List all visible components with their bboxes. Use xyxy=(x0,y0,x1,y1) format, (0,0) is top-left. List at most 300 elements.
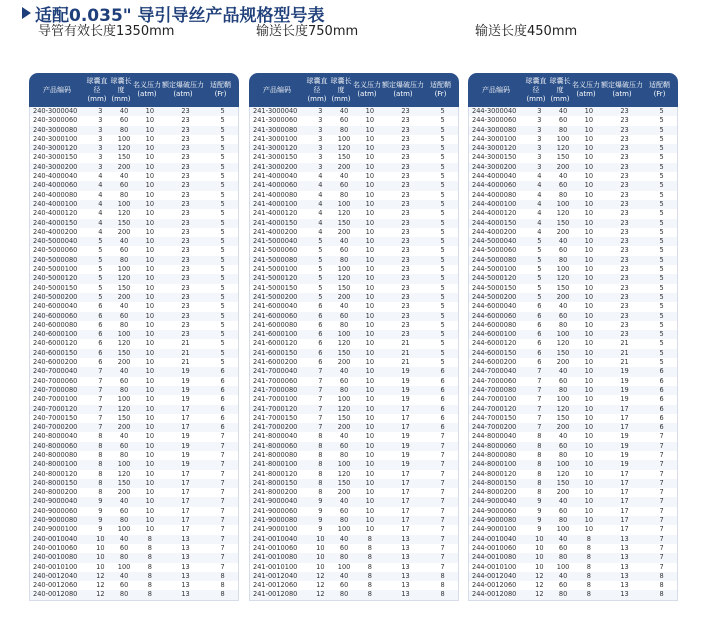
table-row xyxy=(30,302,238,311)
burst-pressure-cell: 19 xyxy=(181,432,190,441)
table-row xyxy=(469,470,677,479)
product-code-cell: 241-4000040 xyxy=(253,172,298,181)
burst-pressure-cell: 23 xyxy=(620,181,629,190)
sheath-size-cell: 5 xyxy=(659,302,664,311)
sheath-size-cell: 7 xyxy=(220,469,225,478)
nominal-pressure-cell: 10 xyxy=(145,320,155,329)
nominal-pressure-cell: 10 xyxy=(365,367,375,376)
nominal-pressure-cell: 10 xyxy=(365,525,375,534)
burst-pressure-cell: 19 xyxy=(401,460,410,469)
nominal-pressure-cell: 10 xyxy=(365,516,375,525)
burst-pressure-cell: 23 xyxy=(401,274,410,283)
balloon-diameter-cell: 8 xyxy=(318,478,323,487)
burst-pressure-cell: 13 xyxy=(181,553,190,562)
balloon-diameter-cell: 7 xyxy=(537,385,542,394)
balloon-length-cell: 200 xyxy=(117,358,131,367)
table-row xyxy=(250,246,458,255)
nominal-pressure-cell: 10 xyxy=(584,144,594,153)
nominal-pressure-cell: 10 xyxy=(584,255,594,264)
product-code-cell: 240-9000060 xyxy=(33,506,78,515)
nominal-pressure-cell: 10 xyxy=(145,265,155,274)
balloon-diameter-cell: 7 xyxy=(98,376,103,385)
balloon-diameter-cell: 3 xyxy=(318,134,323,143)
balloon-diameter-cell: 7 xyxy=(537,423,542,432)
nominal-pressure-cell: 8 xyxy=(147,581,152,590)
balloon-diameter-cell: 6 xyxy=(98,348,103,357)
balloon-diameter-cell: 12 xyxy=(96,581,105,590)
nominal-pressure-cell: 10 xyxy=(145,348,155,357)
nominal-pressure-cell: 10 xyxy=(584,302,594,311)
nominal-pressure-cell: 10 xyxy=(584,525,594,534)
balloon-diameter-cell: 9 xyxy=(318,506,323,515)
sheath-size-cell: 5 xyxy=(659,237,664,246)
balloon-diameter-cell: 4 xyxy=(318,218,323,227)
balloon-length-cell: 120 xyxy=(337,469,351,478)
sheath-size-cell: 5 xyxy=(440,199,445,208)
header-nominal-pressure: 名义压力 (atm) xyxy=(572,81,600,98)
product-code-cell: 241-3000100 xyxy=(253,134,298,143)
product-code-cell: 244-3000150 xyxy=(472,153,517,162)
nominal-pressure-cell: 10 xyxy=(365,358,375,367)
table-row xyxy=(469,153,677,162)
balloon-diameter-cell: 3 xyxy=(98,153,103,162)
product-code-cell: 241-5000120 xyxy=(253,274,298,283)
balloon-diameter-cell: 6 xyxy=(537,358,542,367)
balloon-diameter-cell: 10 xyxy=(316,553,325,562)
nominal-pressure-cell: 8 xyxy=(586,571,591,580)
burst-pressure-cell: 13 xyxy=(401,543,410,552)
sheath-size-cell: 8 xyxy=(220,581,225,590)
product-code-cell: 244-6000040 xyxy=(472,302,517,311)
balloon-length-cell: 40 xyxy=(339,302,349,311)
balloon-length-cell: 40 xyxy=(119,107,129,115)
burst-pressure-cell: 13 xyxy=(181,543,190,552)
nominal-pressure-cell: 10 xyxy=(145,190,155,199)
balloon-diameter-cell: 3 xyxy=(537,162,542,171)
balloon-diameter-cell: 4 xyxy=(537,190,542,199)
burst-pressure-cell: 19 xyxy=(620,376,629,385)
product-code-cell: 241-3000080 xyxy=(253,125,298,134)
table-row xyxy=(469,386,677,395)
balloon-length-cell: 100 xyxy=(337,395,351,404)
nominal-pressure-cell: 10 xyxy=(365,320,375,329)
nominal-pressure-cell: 10 xyxy=(584,450,594,459)
product-code-cell: 240-5000040 xyxy=(33,237,78,246)
balloon-diameter-cell: 8 xyxy=(537,450,542,459)
balloon-diameter-cell: 7 xyxy=(98,395,103,404)
sheath-size-cell: 5 xyxy=(220,330,225,339)
product-code-cell: 244-7000080 xyxy=(472,385,517,394)
product-code-cell: 240-7000200 xyxy=(33,423,78,432)
table-row xyxy=(469,265,677,274)
burst-pressure-cell: 17 xyxy=(401,469,410,478)
burst-pressure-cell: 23 xyxy=(401,107,410,115)
burst-pressure-cell: 21 xyxy=(620,339,629,348)
product-code-cell: 244-8000080 xyxy=(472,450,517,459)
balloon-length-cell: 120 xyxy=(117,274,131,283)
balloon-length-cell: 100 xyxy=(117,199,131,208)
table-row xyxy=(469,553,677,562)
sheath-size-cell: 7 xyxy=(220,460,225,469)
sheath-size-cell: 5 xyxy=(440,348,445,357)
balloon-length-cell: 120 xyxy=(117,404,131,413)
balloon-length-cell: 80 xyxy=(119,255,129,264)
balloon-diameter-cell: 10 xyxy=(535,562,544,571)
product-code-cell: 240-6000200 xyxy=(33,358,78,367)
balloon-diameter-cell: 10 xyxy=(316,543,325,552)
product-code-cell: 241-0010060 xyxy=(253,543,298,552)
product-code-cell: 244-0010080 xyxy=(472,553,517,562)
table-row xyxy=(250,237,458,246)
header-burst-pressure: 额定爆破压力 (atm) xyxy=(601,81,643,98)
burst-pressure-cell: 23 xyxy=(401,199,410,208)
nominal-pressure-cell: 10 xyxy=(584,432,594,441)
product-code-cell: 244-5000120 xyxy=(472,274,517,283)
table-row xyxy=(250,405,458,414)
table-row xyxy=(469,572,677,581)
balloon-length-cell: 60 xyxy=(119,506,129,515)
table-row xyxy=(469,163,677,172)
balloon-diameter-cell: 5 xyxy=(537,265,542,274)
balloon-length-cell: 80 xyxy=(119,385,129,394)
balloon-diameter-cell: 8 xyxy=(318,488,323,497)
nominal-pressure-cell: 10 xyxy=(145,134,155,143)
nominal-pressure-cell: 10 xyxy=(145,199,155,208)
balloon-diameter-cell: 7 xyxy=(318,367,323,376)
table-row xyxy=(30,293,238,302)
table-row xyxy=(250,339,458,348)
sheath-size-cell: 5 xyxy=(440,237,445,246)
balloon-diameter-cell: 6 xyxy=(98,330,103,339)
balloon-length-cell: 80 xyxy=(558,516,568,525)
nominal-pressure-cell: 8 xyxy=(586,581,591,590)
nominal-pressure-cell: 10 xyxy=(145,311,155,320)
table-row xyxy=(469,191,677,200)
balloon-length-cell: 60 xyxy=(119,581,129,590)
header-balloon-length: 球囊长度 (mm) xyxy=(549,76,571,103)
balloon-diameter-cell: 7 xyxy=(98,423,103,432)
burst-pressure-cell: 23 xyxy=(181,125,190,134)
table-row xyxy=(250,414,458,423)
header-balloon-diameter: 球囊直径 (mm) xyxy=(86,76,108,103)
burst-pressure-cell: 17 xyxy=(401,413,410,422)
balloon-length-cell: 100 xyxy=(117,395,131,404)
sheath-size-cell: 5 xyxy=(220,134,225,143)
burst-pressure-cell: 13 xyxy=(401,581,410,590)
nominal-pressure-cell: 10 xyxy=(145,292,155,301)
balloon-length-cell: 40 xyxy=(558,107,568,115)
balloon-diameter-cell: 8 xyxy=(318,460,323,469)
balloon-diameter-cell: 4 xyxy=(98,190,103,199)
balloon-length-cell: 80 xyxy=(339,125,349,134)
product-code-cell: 244-7000060 xyxy=(472,376,517,385)
balloon-length-cell: 80 xyxy=(339,516,349,525)
balloon-diameter-cell: 4 xyxy=(537,209,542,218)
burst-pressure-cell: 17 xyxy=(181,423,190,432)
burst-pressure-cell: 23 xyxy=(620,107,629,115)
nominal-pressure-cell: 10 xyxy=(365,153,375,162)
sheath-size-cell: 6 xyxy=(659,413,664,422)
sheath-size-cell: 6 xyxy=(220,404,225,413)
balloon-diameter-cell: 6 xyxy=(318,311,323,320)
sheath-size-cell: 5 xyxy=(440,320,445,329)
sheath-size-cell: 8 xyxy=(220,571,225,580)
table-row xyxy=(250,507,458,516)
burst-pressure-cell: 21 xyxy=(620,348,629,357)
table-row xyxy=(30,367,238,376)
nominal-pressure-cell: 8 xyxy=(147,553,152,562)
sheath-size-cell: 5 xyxy=(440,302,445,311)
table-row xyxy=(250,572,458,581)
balloon-diameter-cell: 7 xyxy=(318,385,323,394)
table-row xyxy=(469,451,677,460)
sheath-size-cell: 5 xyxy=(440,330,445,339)
burst-pressure-cell: 23 xyxy=(620,172,629,181)
nominal-pressure-cell: 10 xyxy=(145,497,155,506)
product-code-cell: 241-7000100 xyxy=(253,395,298,404)
nominal-pressure-cell: 10 xyxy=(145,395,155,404)
sheath-size-cell: 6 xyxy=(659,367,664,376)
triangle-bullet-icon xyxy=(22,7,31,19)
table-row xyxy=(250,553,458,562)
table-row xyxy=(469,432,677,441)
balloon-diameter-cell: 6 xyxy=(98,358,103,367)
sheath-size-cell: 5 xyxy=(440,144,445,153)
product-code-cell: 244-9000080 xyxy=(472,516,517,525)
balloon-diameter-cell: 8 xyxy=(98,441,103,450)
product-code-cell: 241-8000080 xyxy=(253,450,298,459)
table-row xyxy=(30,144,238,153)
balloon-length-cell: 80 xyxy=(339,553,349,562)
sheath-size-cell: 5 xyxy=(220,209,225,218)
nominal-pressure-cell: 10 xyxy=(365,144,375,153)
balloon-diameter-cell: 8 xyxy=(537,469,542,478)
sheath-size-cell: 6 xyxy=(440,385,445,394)
nominal-pressure-cell: 8 xyxy=(586,543,591,552)
burst-pressure-cell: 17 xyxy=(401,404,410,413)
balloon-diameter-cell: 5 xyxy=(537,283,542,292)
burst-pressure-cell: 23 xyxy=(401,181,410,190)
burst-pressure-cell: 19 xyxy=(620,441,629,450)
balloon-diameter-cell: 4 xyxy=(318,190,323,199)
balloon-length-cell: 40 xyxy=(119,237,129,246)
product-code-cell: 241-6000100 xyxy=(253,330,298,339)
burst-pressure-cell: 17 xyxy=(401,516,410,525)
balloon-diameter-cell: 7 xyxy=(537,395,542,404)
nominal-pressure-cell: 10 xyxy=(145,125,155,134)
sheath-size-cell: 5 xyxy=(440,283,445,292)
table-header xyxy=(249,73,459,107)
nominal-pressure-cell: 10 xyxy=(145,255,155,264)
product-code-cell: 244-3000120 xyxy=(472,144,517,153)
balloon-length-cell: 80 xyxy=(339,385,349,394)
nominal-pressure-cell: 10 xyxy=(584,199,594,208)
nominal-pressure-cell: 8 xyxy=(147,562,152,571)
sheath-size-cell: 6 xyxy=(659,404,664,413)
balloon-diameter-cell: 7 xyxy=(318,423,323,432)
product-code-cell: 241-0010040 xyxy=(253,534,298,543)
balloon-length-cell: 60 xyxy=(339,311,349,320)
balloon-length-cell: 150 xyxy=(117,413,131,422)
sheath-size-cell: 6 xyxy=(659,423,664,432)
balloon-length-cell: 100 xyxy=(556,265,570,274)
nominal-pressure-cell: 8 xyxy=(147,590,152,599)
product-code-cell: 244-7000200 xyxy=(472,423,517,432)
balloon-length-cell: 80 xyxy=(339,590,349,599)
sheath-size-cell: 7 xyxy=(440,506,445,515)
sheath-size-cell: 7 xyxy=(440,525,445,534)
nominal-pressure-cell: 10 xyxy=(365,450,375,459)
burst-pressure-cell: 23 xyxy=(620,237,629,246)
sheath-size-cell: 5 xyxy=(220,292,225,301)
nominal-pressure-cell: 8 xyxy=(586,562,591,571)
nominal-pressure-cell: 10 xyxy=(584,116,594,125)
nominal-pressure-cell: 10 xyxy=(584,358,594,367)
product-code-cell: 240-7000040 xyxy=(33,367,78,376)
table-row xyxy=(469,377,677,386)
burst-pressure-cell: 23 xyxy=(181,255,190,264)
burst-pressure-cell: 23 xyxy=(401,292,410,301)
balloon-diameter-cell: 6 xyxy=(537,302,542,311)
table-row xyxy=(469,367,677,376)
product-code-cell: 241-7000120 xyxy=(253,404,298,413)
balloon-diameter-cell: 10 xyxy=(316,562,325,571)
product-code-cell: 240-5000200 xyxy=(33,292,78,301)
balloon-diameter-cell: 5 xyxy=(98,274,103,283)
table-row xyxy=(469,321,677,330)
product-code-cell: 241-0012040 xyxy=(253,571,298,580)
product-code-cell: 241-4000060 xyxy=(253,181,298,190)
sheath-size-cell: 7 xyxy=(440,497,445,506)
product-code-cell: 244-5000080 xyxy=(472,255,517,264)
product-code-cell: 244-3000080 xyxy=(472,125,517,134)
burst-pressure-cell: 23 xyxy=(401,190,410,199)
balloon-length-cell: 60 xyxy=(119,116,129,125)
nominal-pressure-cell: 10 xyxy=(584,190,594,199)
sheath-size-cell: 5 xyxy=(440,172,445,181)
burst-pressure-cell: 17 xyxy=(181,413,190,422)
burst-pressure-cell: 13 xyxy=(620,562,629,571)
burst-pressure-cell: 17 xyxy=(401,497,410,506)
sheath-size-cell: 7 xyxy=(440,478,445,487)
balloon-diameter-cell: 4 xyxy=(98,209,103,218)
burst-pressure-cell: 21 xyxy=(181,339,190,348)
nominal-pressure-cell: 10 xyxy=(145,330,155,339)
balloon-length-cell: 150 xyxy=(117,348,131,357)
nominal-pressure-cell: 10 xyxy=(584,181,594,190)
product-code-cell: 244-5000200 xyxy=(472,292,517,301)
table-row xyxy=(250,153,458,162)
balloon-diameter-cell: 3 xyxy=(318,162,323,171)
product-code-cell: 244-0010100 xyxy=(472,562,517,571)
balloon-length-cell: 100 xyxy=(117,525,131,534)
burst-pressure-cell: 17 xyxy=(620,423,629,432)
product-code-cell: 240-8000100 xyxy=(33,460,78,469)
nominal-pressure-cell: 10 xyxy=(365,162,375,171)
burst-pressure-cell: 17 xyxy=(181,469,190,478)
nominal-pressure-cell: 10 xyxy=(145,506,155,515)
nominal-pressure-cell: 10 xyxy=(365,478,375,487)
burst-pressure-cell: 13 xyxy=(401,562,410,571)
product-code-cell: 240-7000080 xyxy=(33,385,78,394)
burst-pressure-cell: 13 xyxy=(620,571,629,580)
nominal-pressure-cell: 8 xyxy=(586,534,591,543)
table-row xyxy=(30,544,238,553)
burst-pressure-cell: 19 xyxy=(620,460,629,469)
burst-pressure-cell: 23 xyxy=(620,255,629,264)
sheath-size-cell: 5 xyxy=(659,265,664,274)
balloon-length-cell: 40 xyxy=(339,534,349,543)
sheath-size-cell: 5 xyxy=(440,162,445,171)
product-code-cell: 240-6000100 xyxy=(33,330,78,339)
product-code-cell: 240-7000120 xyxy=(33,404,78,413)
product-code-cell: 241-0010080 xyxy=(253,553,298,562)
sheath-size-cell: 5 xyxy=(440,190,445,199)
table-row xyxy=(250,590,458,599)
burst-pressure-cell: 23 xyxy=(181,237,190,246)
burst-pressure-cell: 19 xyxy=(181,376,190,385)
balloon-diameter-cell: 4 xyxy=(537,199,542,208)
burst-pressure-cell: 23 xyxy=(620,125,629,134)
table-row xyxy=(469,590,677,599)
balloon-diameter-cell: 6 xyxy=(318,320,323,329)
balloon-diameter-cell: 12 xyxy=(316,571,325,580)
balloon-length-cell: 200 xyxy=(337,162,351,171)
burst-pressure-cell: 13 xyxy=(401,571,410,580)
product-code-cell: 244-6000200 xyxy=(472,358,517,367)
balloon-diameter-cell: 6 xyxy=(537,330,542,339)
balloon-length-cell: 60 xyxy=(558,246,568,255)
balloon-diameter-cell: 6 xyxy=(537,348,542,357)
product-code-cell: 241-7000150 xyxy=(253,413,298,422)
nominal-pressure-cell: 10 xyxy=(145,246,155,255)
table-row xyxy=(469,219,677,228)
burst-pressure-cell: 23 xyxy=(181,302,190,311)
burst-pressure-cell: 19 xyxy=(181,460,190,469)
burst-pressure-cell: 23 xyxy=(620,265,629,274)
balloon-diameter-cell: 8 xyxy=(318,469,323,478)
balloon-diameter-cell: 9 xyxy=(318,516,323,525)
nominal-pressure-cell: 10 xyxy=(584,469,594,478)
balloon-diameter-cell: 7 xyxy=(318,395,323,404)
table-row xyxy=(469,395,677,404)
balloon-diameter-cell: 12 xyxy=(96,590,105,599)
product-code-cell: 240-3000060 xyxy=(33,116,78,125)
product-code-cell: 241-0010100 xyxy=(253,562,298,571)
nominal-pressure-cell: 10 xyxy=(145,172,155,181)
burst-pressure-cell: 17 xyxy=(620,506,629,515)
balloon-diameter-cell: 5 xyxy=(318,274,323,283)
product-code-cell: 240-3000120 xyxy=(33,144,78,153)
table-row xyxy=(30,339,238,348)
balloon-diameter-cell: 9 xyxy=(318,525,323,534)
balloon-diameter-cell: 7 xyxy=(98,385,103,394)
sheath-size-cell: 7 xyxy=(220,562,225,571)
balloon-length-cell: 200 xyxy=(117,423,131,432)
balloon-length-cell: 150 xyxy=(337,153,351,162)
table-row xyxy=(250,256,458,265)
burst-pressure-cell: 19 xyxy=(181,395,190,404)
table-row xyxy=(469,302,677,311)
nominal-pressure-cell: 10 xyxy=(584,376,594,385)
balloon-length-cell: 80 xyxy=(558,255,568,264)
balloon-diameter-cell: 3 xyxy=(318,153,323,162)
nominal-pressure-cell: 10 xyxy=(584,441,594,450)
sheath-size-cell: 5 xyxy=(220,265,225,274)
sheath-size-cell: 5 xyxy=(440,125,445,134)
balloon-length-cell: 200 xyxy=(337,227,351,236)
nominal-pressure-cell: 10 xyxy=(365,330,375,339)
